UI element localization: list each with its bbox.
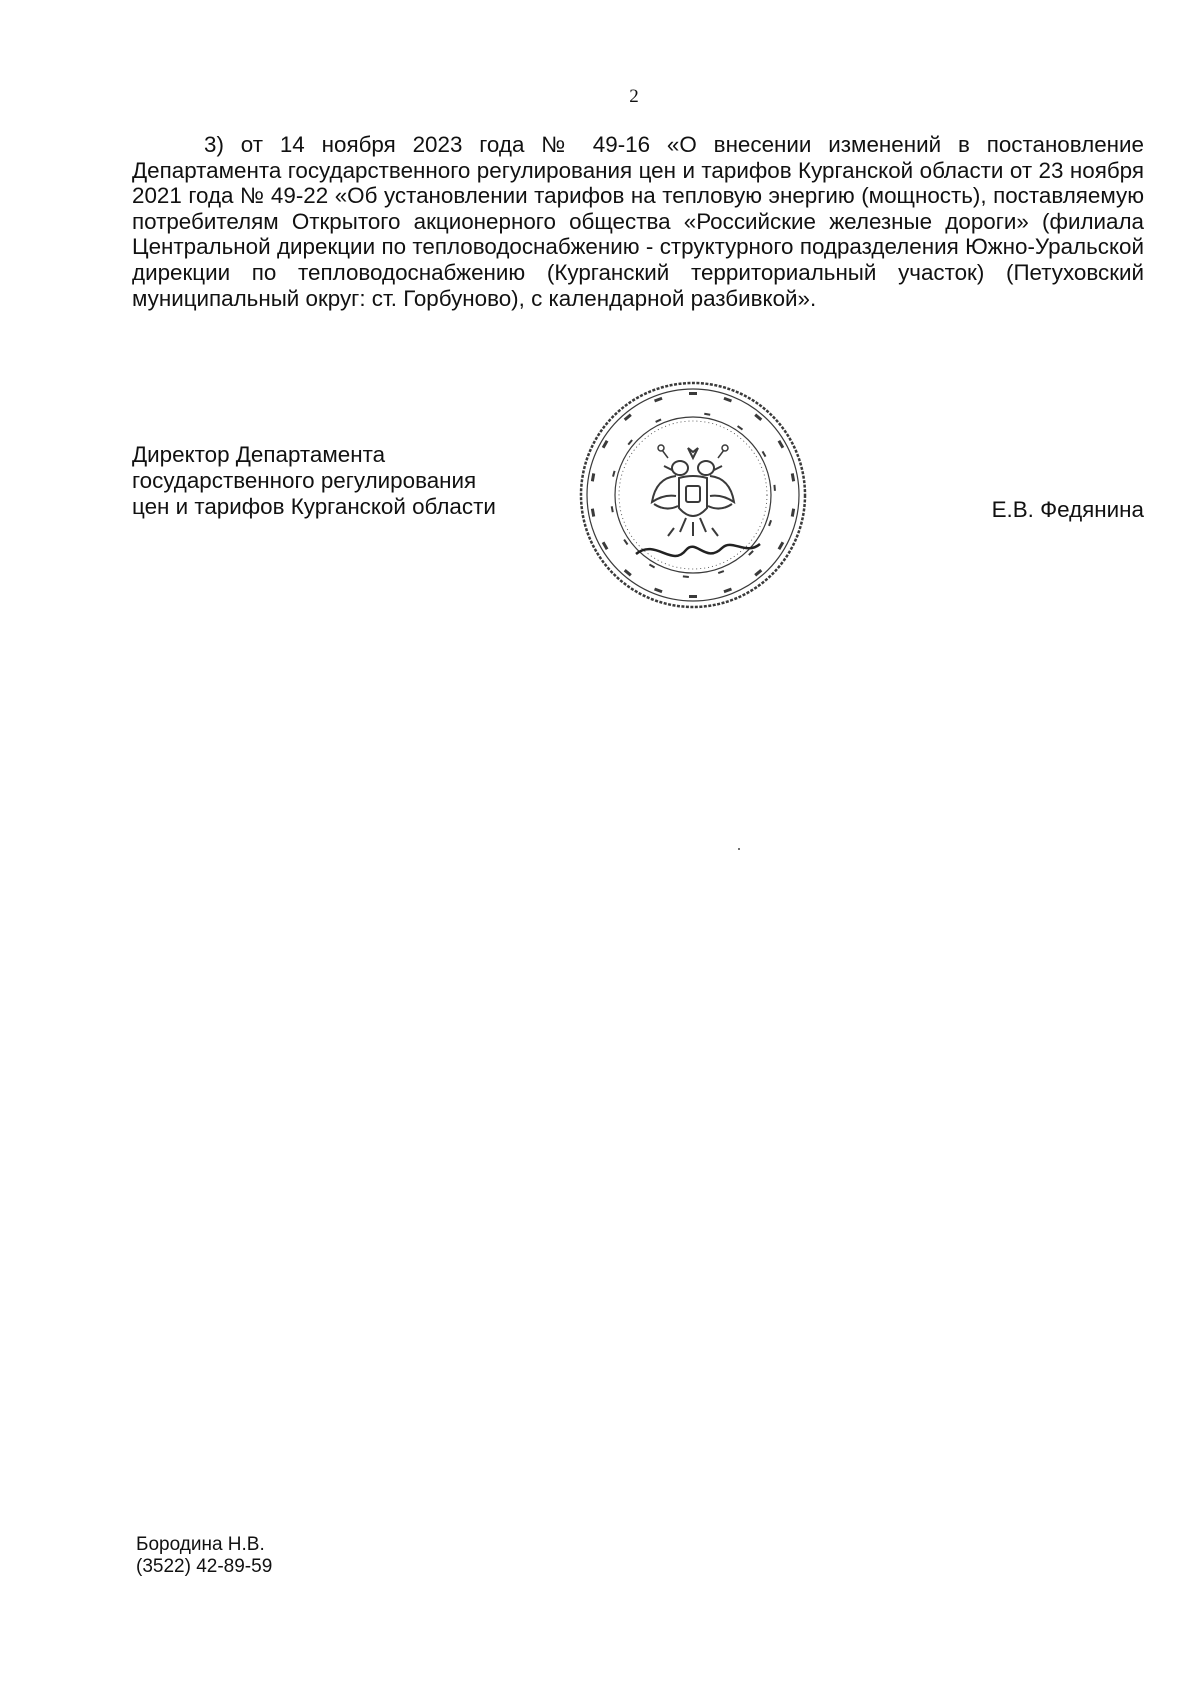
contact-name: Бородина Н.В.	[136, 1534, 265, 1555]
signer-name: Е.В. Федянина	[991, 497, 1144, 522]
footer-contact	[136, 1534, 272, 1578]
main-paragraph: 3) от 14 ноября 2023 года № 49-16 «О внесении изменений в постановление Департамента государственного регулирования цен и тарифов Курганской области от 23 ноября 2021 года № 49-22 «Об установлении тарифов на тепловую энергию (мощность), поставляемую потребителям Открытого акционерного общества «Российские железные дороги» (филиала Центральной дирекции по тепловодоснабжению - структурного подразделения Южно-Уральской дирекции по тепловодоснабжению (Курганский территориальный участок) (Петуховский муниципальный округ: ст. Горбуново), с календарной разбивкой».	[132, 132, 1144, 311]
signature-title-line-1: Директор Департамента	[132, 442, 386, 467]
signature-title-line-3: цен и тарифов Курганской области	[132, 494, 496, 519]
page-number: 2	[629, 86, 639, 107]
official-seal-icon	[576, 378, 810, 612]
signature-title	[132, 442, 496, 520]
speck	[738, 848, 740, 850]
contact-phone: (3522) 42-89-59	[136, 1556, 273, 1577]
signature-title-line-2: государственного регулирования	[132, 468, 477, 493]
